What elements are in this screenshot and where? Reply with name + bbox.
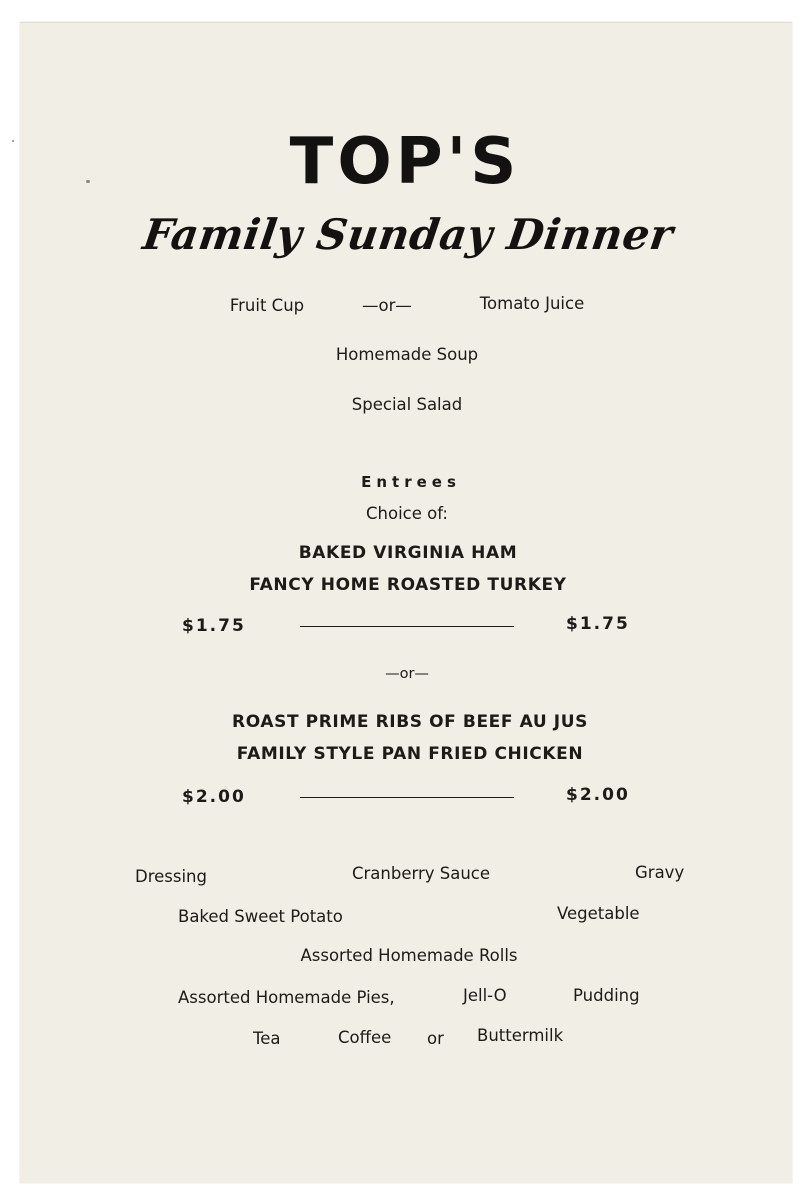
menu-subtitle: Family Sunday Dinner — [139, 210, 677, 259]
entree-item: FANCY HOME ROASTED TURKEY — [249, 575, 567, 595]
entree-or-separator: —or— — [385, 666, 429, 682]
starter-salad: Special Salad — [351, 395, 463, 414]
price-divider-line — [300, 797, 514, 798]
price-right: $2.00 — [566, 785, 630, 805]
paper-speck — [12, 140, 14, 142]
dessert-jello: Jell-O — [463, 986, 507, 1005]
side-cranberry-sauce: Cranberry Sauce — [351, 864, 491, 883]
price-left: $1.75 — [182, 616, 246, 636]
starter-tomato-juice: Tomato Juice — [479, 294, 585, 313]
entree-item: BAKED VIRGINIA HAM — [298, 543, 518, 563]
side-dressing: Dressing — [135, 867, 207, 886]
restaurant-name: TOP'S — [289, 125, 521, 199]
drink-buttermilk: Buttermilk — [477, 1026, 564, 1045]
starter-or-separator: —or— — [362, 296, 412, 315]
dessert-pudding: Pudding — [573, 986, 640, 1005]
price-left: $2.00 — [182, 787, 246, 807]
drink-tea: Tea — [253, 1029, 281, 1048]
entree-item: ROAST PRIME RIBS OF BEEF AU JUS — [232, 712, 588, 732]
price-divider-line — [300, 626, 514, 627]
entrees-heading: Entrees — [361, 473, 461, 491]
entrees-choice-label: Choice of: — [365, 504, 449, 523]
drink-coffee: Coffee — [338, 1028, 392, 1047]
side-gravy: Gravy — [635, 863, 685, 882]
price-right: $1.75 — [566, 614, 630, 634]
entree-item: FAMILY STYLE PAN FRIED CHICKEN — [236, 744, 584, 764]
starter-soup: Homemade Soup — [335, 345, 479, 364]
dessert-pies: Assorted Homemade Pies, — [178, 988, 395, 1007]
side-sweet-potato: Baked Sweet Potato — [178, 907, 343, 926]
drink-or: or — [427, 1029, 444, 1048]
side-vegetable: Vegetable — [557, 904, 640, 923]
paper-speck — [86, 180, 90, 183]
starter-fruit-cup: Fruit Cup — [229, 296, 305, 315]
side-rolls: Assorted Homemade Rolls — [300, 946, 518, 965]
